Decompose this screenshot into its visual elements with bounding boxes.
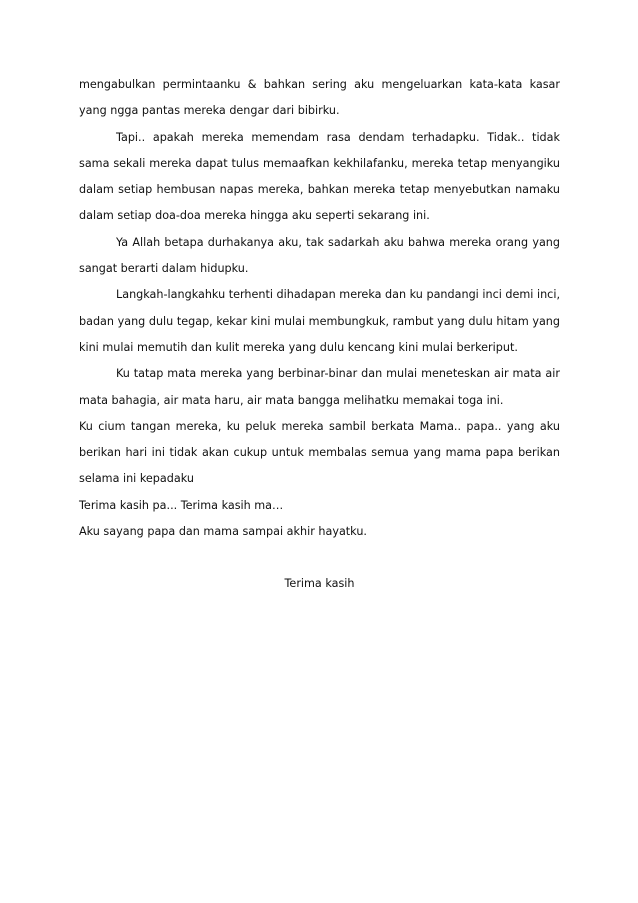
paragraph-6: Ku cium tangan mereka, ku peluk mereka sambil berkata Mama.. papa.. yang aku berikan hari ini tidak akan cukup untuk membalas semua yang mama papa berikan selama ini kepadaku: [79, 419, 560, 486]
paragraph-3: Ya Allah betapa durhakanya aku, tak sadarkah aku bahwa mereka orang yang sangat berarti dalam hidupku.: [79, 235, 560, 276]
paragraph-2: Tapi.. apakah mereka memendam rasa dendam terhadapku. Tidak.. tidak sama sekali mereka dapat tulus memaafkan kekhilafanku, mereka tetap menyangiku dalam setiap hembusan napas mereka, bahkan mereka tetap menyebutkan namaku dalam setiap doa-doa mereka hingga aku seperti sekarang ini.: [79, 130, 560, 223]
paragraph-1: mengabulkan permintaanku & bahkan sering aku mengeluarkan kata-kata kasar yang ngga pantas mereka dengar dari bibirku.: [79, 78, 560, 118]
paragraph-8: Aku sayang papa dan mama sampai akhir hayatku.: [79, 525, 367, 539]
signoff: Terima kasih: [284, 577, 355, 591]
paragraph-4: Langkah-langkahku terhenti dihadapan mereka dan ku pandangi inci demi inci, badan yang dulu tegap, kekar kini mulai membungkuk, rambut yang dulu hitam yang kini mulai memutih dan kulit mereka yang dulu kencang kini mulai berkeriput.: [79, 288, 560, 354]
paragraph-7: Terima kasih pa... Terima kasih ma…: [79, 498, 284, 512]
document-body: [79, 72, 560, 598]
paragraph-5: Ku tatap mata mereka yang berbinar-binar dan mulai meneteskan air mata air mata bahagia, air mata haru, air mata bangga melihatku memakai toga ini.: [79, 367, 560, 407]
